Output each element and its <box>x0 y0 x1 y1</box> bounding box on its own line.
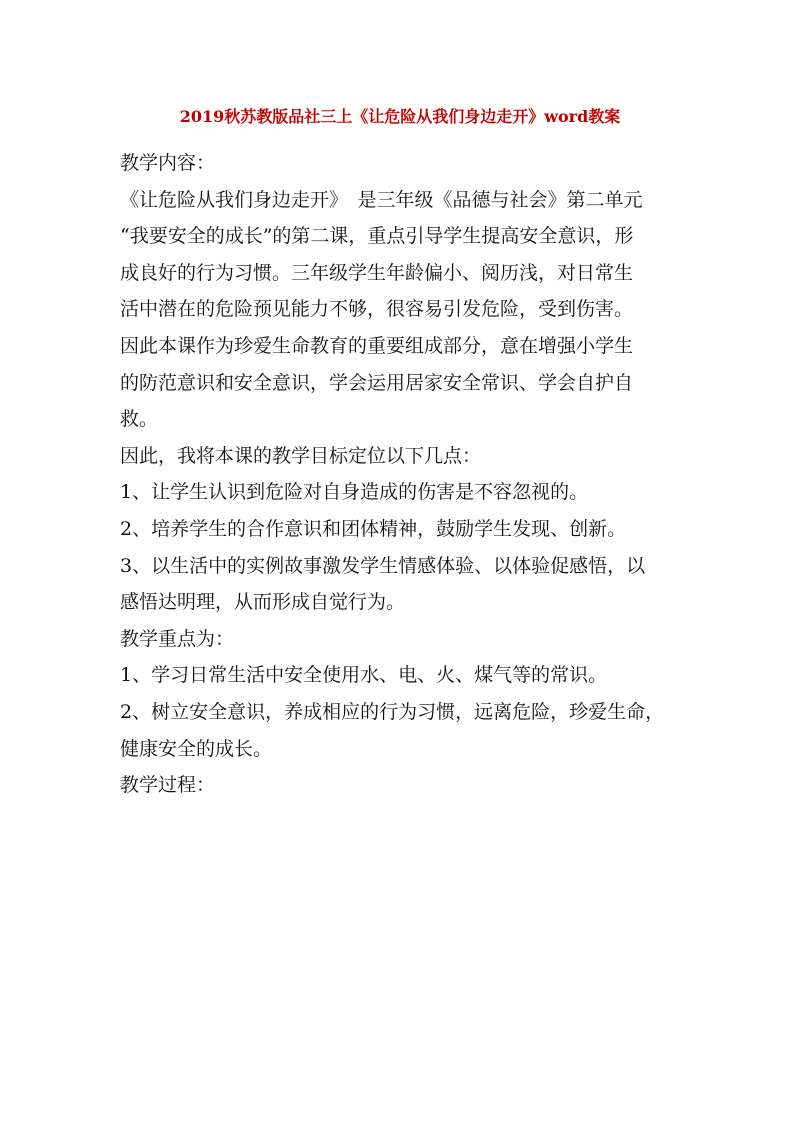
list-item-goal-3: 3、以生活中的实例故事激发学生情感体验、以体验促感悟，以 <box>120 554 646 577</box>
document-title: 2019秋苏教版品社三上《让危险从我们身边走开》word教案 <box>179 107 621 126</box>
list-item-goal-1: 1、让学生认识到危险对自身造成的伤害是不容忽视的。 <box>120 481 589 504</box>
section-heading-process: 教学过程： <box>120 774 216 797</box>
paragraph-line: “我要安全的成长”的第二课，重点引导学生提高安全意识，形 <box>120 225 634 248</box>
paragraph-line: 健康安全的成长。 <box>120 737 273 760</box>
list-item-key-1: 1、学习日常生活中安全使用水、电、火、煤气等的常识。 <box>120 664 608 687</box>
paragraph-line: 因此本课作为珍爱生命教育的重要组成部分，意在增强小学生 <box>120 334 634 357</box>
section-heading-content: 教学内容： <box>120 152 216 174</box>
paragraph-line: 因此，我将本课的教学目标定位以下几点： <box>120 444 482 467</box>
list-item-key-2: 2、树立安全意识，养成相应的行为习惯，远离危险，珍爱生命， <box>120 700 665 723</box>
paragraph-line: 《让危险从我们身边走开》 是三年级《品德与社会》第二单元 <box>120 188 643 211</box>
section-heading-key-points: 教学重点为： <box>120 627 235 650</box>
paragraph-line: 成良好的行为习惯。三年级学生年龄偏小、阅历浅，对日常生 <box>120 261 634 284</box>
paragraph-line: 的防范意识和安全意识，学会运用居家安全常识、学会自护自 <box>120 371 634 394</box>
paragraph-line: 救。 <box>120 408 159 431</box>
list-item-goal-2: 2、培养学生的合作意识和团体精神，鼓励学生发现、创新。 <box>120 517 627 540</box>
document-body <box>120 145 700 804</box>
paragraph-line: 感悟达明理，从而形成自觉行为。 <box>120 591 406 614</box>
paragraph-line: 活中潜在的危险预见能力不够，很容易引发危险，受到伤害。 <box>120 298 634 321</box>
